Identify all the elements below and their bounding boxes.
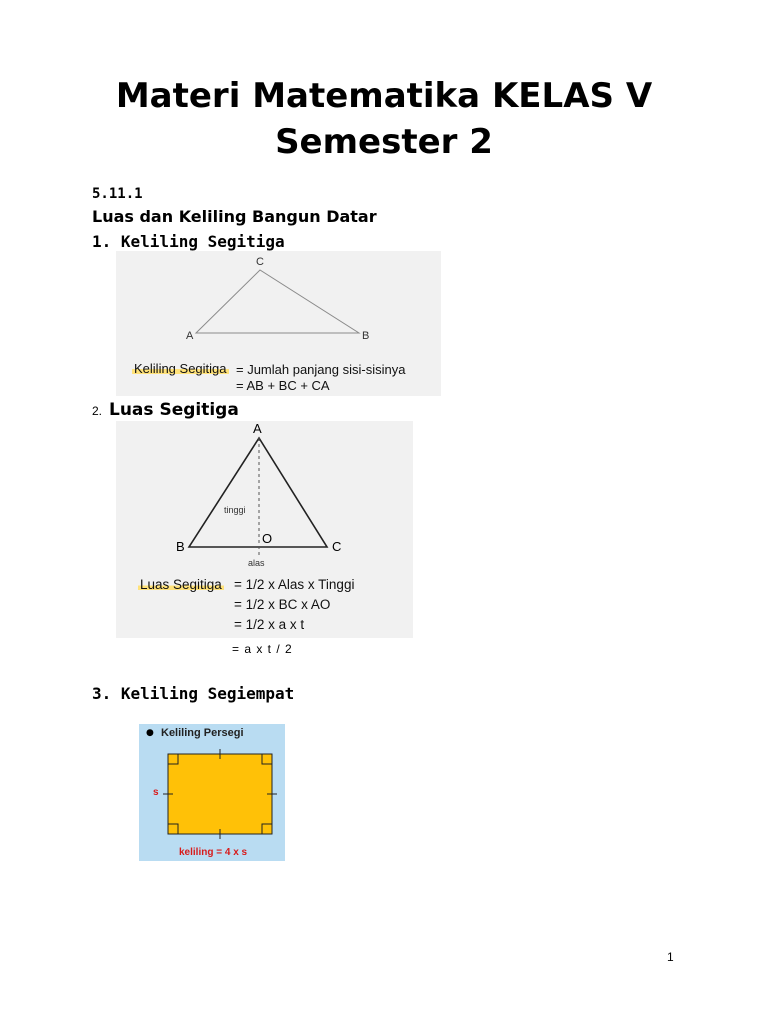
heading-luas-segitiga: Luas Segitiga bbox=[109, 400, 239, 420]
section-code: 5.11.1 bbox=[92, 186, 143, 202]
formula-line3: = 1/2 x a x t bbox=[234, 617, 305, 632]
item2-number: 2. bbox=[92, 404, 103, 418]
vertex-c-label: C bbox=[256, 256, 264, 268]
page-title-line2: Semester 2 bbox=[275, 122, 493, 162]
page-title-line1: Materi Matematika KELAS V bbox=[115, 76, 653, 116]
page-number: 1 bbox=[667, 950, 674, 964]
formula-extra-line: = a x t / 2 bbox=[232, 642, 293, 656]
perimeter-formula: keliling = 4 x s bbox=[179, 847, 248, 858]
vertex-a-label: A bbox=[253, 421, 262, 436]
base-label: alas bbox=[248, 558, 265, 568]
section-title: Luas dan Keliling Bangun Datar bbox=[92, 207, 377, 226]
figure-keliling-segitiga bbox=[116, 251, 441, 396]
vertex-c-label: C bbox=[332, 539, 342, 554]
side-label: s bbox=[153, 787, 159, 798]
formula-label: Luas Segitiga bbox=[140, 577, 222, 592]
formula-line2: = AB + BC + CA bbox=[236, 378, 330, 393]
square-diagram bbox=[139, 724, 285, 861]
vertex-b-label: B bbox=[176, 539, 185, 554]
formula-line2: = 1/2 x BC x AO bbox=[234, 597, 331, 612]
formula-line1: = Jumlah panjang sisi-sisinya bbox=[236, 362, 406, 377]
formula-label: Keliling Segitiga bbox=[134, 361, 227, 376]
formula-line1: = 1/2 x Alas x Tinggi bbox=[234, 577, 355, 592]
vertex-b-label: B bbox=[362, 330, 370, 342]
card-title: Keliling Persegi bbox=[161, 727, 244, 739]
figure-keliling-persegi bbox=[139, 724, 285, 861]
bullet-icon: ● bbox=[146, 728, 154, 738]
heading-keliling-segitiga: 1. Keliling Segitiga bbox=[92, 232, 285, 251]
height-label: tinggi bbox=[224, 505, 246, 515]
heading-keliling-segiempat: 3. Keliling Segiempat bbox=[92, 684, 295, 703]
vertex-o-label: O bbox=[262, 531, 273, 546]
vertex-a-label: A bbox=[186, 330, 194, 342]
figure-luas-segitiga bbox=[116, 421, 413, 638]
